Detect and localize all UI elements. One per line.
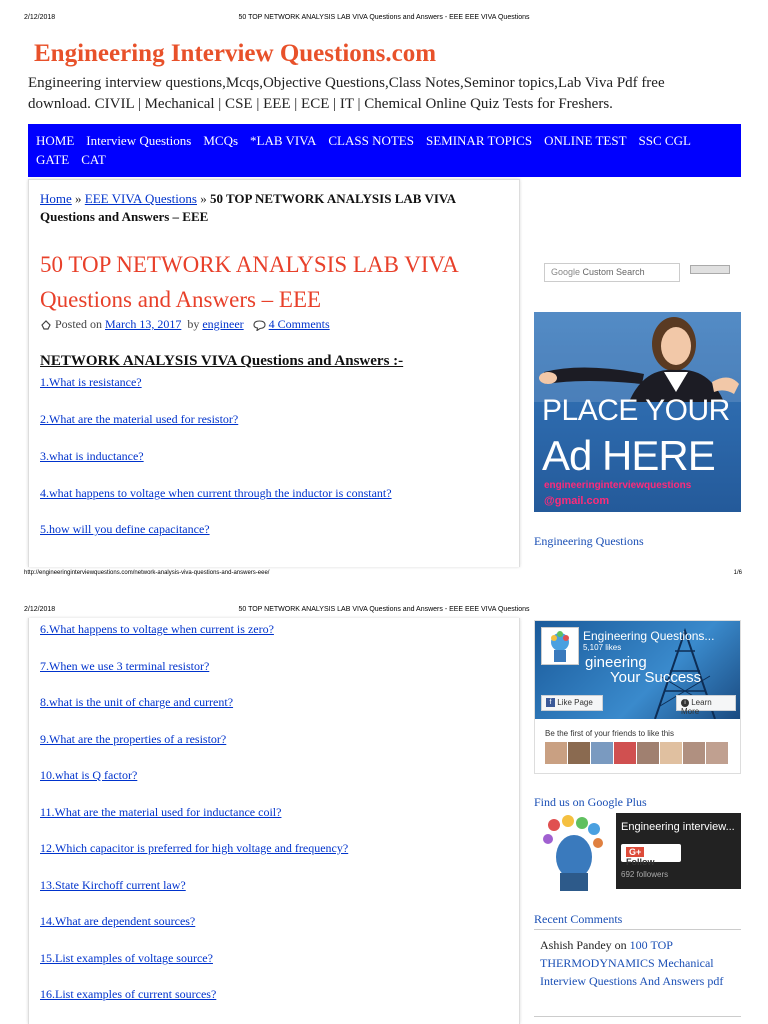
facebook-friend-avatars xyxy=(545,742,729,769)
nav-item-interview-questions[interactable]: Interview Questions xyxy=(86,133,192,148)
facebook-friends-text: Be the first of your friends to like this xyxy=(545,729,674,738)
facebook-like-button[interactable] xyxy=(541,695,603,711)
breadcrumb-separator: » xyxy=(196,191,210,206)
section-heading: NETWORK ANALYSIS VIVA Questions and Answers :- xyxy=(40,353,404,369)
avatar[interactable] xyxy=(660,742,682,764)
breadcrumb-separator: » xyxy=(71,191,85,206)
print-page-number: 1/6 xyxy=(733,570,742,576)
post-meta xyxy=(40,317,330,332)
question-link[interactable]: 13.State Kirchoff current law? xyxy=(40,878,186,892)
google-plus-heading: Find us on Google Plus xyxy=(534,795,647,809)
print-date: 2/12/2018 xyxy=(24,14,56,21)
facebook-cover xyxy=(535,621,740,719)
google-plus-icon: G+ xyxy=(626,847,644,857)
avatar[interactable] xyxy=(614,742,636,764)
comment-author: Ashish Pandey xyxy=(540,938,612,952)
search-button[interactable] xyxy=(690,265,730,274)
search-placeholder: Custom Search xyxy=(582,267,645,277)
facebook-page-logo[interactable] xyxy=(541,627,579,665)
question-link[interactable]: 9.What are the properties of a resistor? xyxy=(40,732,227,746)
nav-item-cat[interactable]: CAT xyxy=(81,152,106,167)
avatar[interactable] xyxy=(545,742,567,764)
avatar[interactable] xyxy=(591,742,613,764)
question-link[interactable]: 12.Which capacitor is preferred for high voltage and frequency? xyxy=(40,841,349,855)
question-link[interactable]: 8.what is the unit of charge and current? xyxy=(40,695,234,709)
print-page-title: 50 TOP NETWORK ANALYSIS LAB VIVA Questions and Answers - EEE EEE VIVA Questions xyxy=(238,14,530,21)
divider xyxy=(534,929,741,930)
nav-item-online-test[interactable]: ONLINE TEST xyxy=(544,133,627,148)
print-footer xyxy=(0,570,768,582)
facebook-likes-count: 5,107 likes xyxy=(583,643,622,652)
by-label: by xyxy=(187,317,200,331)
post-title: 50 TOP NETWORK ANALYSIS LAB VIVA Questions and Answers – EEE xyxy=(40,252,458,312)
facebook-page-widget xyxy=(534,620,741,774)
print-url: http://engineeringinterviewquestions.com/network-analysis-viva-questions-and-answers-eee/ xyxy=(24,570,270,576)
ad-email: engineeringinterviewquestions xyxy=(544,480,692,491)
google-plus-logo[interactable] xyxy=(534,813,612,891)
comment-post-link[interactable]: 100 TOP THERMODYNAMICS Mechanical Interview Questions And Answers pdf xyxy=(540,938,724,988)
print-date: 2/12/2018 xyxy=(24,606,56,613)
site-description: Engineering interview questions,Mcqs,Objective Questions,Class Notes,Seminor topics,Lab Viva Pdf free download. CIVIL | Mechanical | CSE | EEE | ECE | IT | Chemical Online Quiz Tests for Freshers. xyxy=(28,75,665,112)
facebook-cover-text: gineering xyxy=(585,654,647,671)
main-navigation xyxy=(28,124,741,177)
facebook-cover-tagline: Your Success xyxy=(610,669,702,686)
question-link[interactable]: 2.What are the material used for resistor? xyxy=(40,412,239,426)
question-link[interactable]: 1.What is resistance? xyxy=(40,375,142,389)
google-plus-follow-button[interactable] xyxy=(621,844,681,867)
breadcrumb-category[interactable]: EEE VIVA Questions xyxy=(84,191,197,206)
divider xyxy=(534,1016,741,1017)
search-input[interactable] xyxy=(544,263,680,282)
facebook-like-label: Like Page xyxy=(557,698,593,707)
nav-item-ssc-cgl[interactable]: SSC CGL xyxy=(638,133,691,148)
recent-comments-heading: Recent Comments xyxy=(534,912,623,926)
ad-subheadline: Ad HERE xyxy=(542,432,715,479)
nav-item-gate[interactable]: GATE xyxy=(36,152,70,167)
comment-on-label: on xyxy=(611,938,630,952)
question-link[interactable]: 6.What happens to voltage when current is zero? xyxy=(40,622,274,636)
clock-icon xyxy=(40,317,52,331)
question-link[interactable]: 14.What are dependent sources? xyxy=(40,914,196,928)
comment-icon xyxy=(253,317,266,331)
post-card xyxy=(28,179,520,567)
engineering-questions-link[interactable]: Engineering Questions xyxy=(534,534,644,548)
search-brand: Google xyxy=(551,267,581,277)
nav-item-lab-viva[interactable]: *LAB VIVA xyxy=(250,133,317,148)
avatar[interactable] xyxy=(706,742,728,764)
ad-email-domain: @gmail.com xyxy=(544,495,610,507)
woman-illustration xyxy=(534,312,741,402)
facebook-icon: f xyxy=(546,698,555,707)
question-link[interactable]: 5.how will you define capacitance? xyxy=(40,522,210,536)
nav-item-mcqs[interactable]: MCQs xyxy=(203,133,239,148)
breadcrumb xyxy=(40,190,510,226)
facebook-learn-label: Learn More xyxy=(681,698,712,716)
avatar[interactable] xyxy=(637,742,659,764)
question-link[interactable]: 10.what is Q factor? xyxy=(40,768,138,782)
ad-banner[interactable] xyxy=(534,312,741,512)
info-icon: i xyxy=(681,699,689,707)
nav-item-class-notes[interactable]: CLASS NOTES xyxy=(328,133,414,148)
nav-item-home[interactable]: HOME xyxy=(36,133,75,148)
nav-item-seminar-topics[interactable]: SEMINAR TOPICS xyxy=(425,133,533,148)
google-plus-card xyxy=(616,813,741,889)
site-title[interactable]: Engineering Interview Questions.com xyxy=(34,40,437,67)
recent-comment xyxy=(540,936,740,990)
print-header xyxy=(0,14,768,28)
print-page-title: 50 TOP NETWORK ANALYSIS LAB VIVA Questions and Answers - EEE EEE VIVA Questions xyxy=(238,606,530,613)
question-link[interactable]: 16.List examples of current sources? xyxy=(40,987,217,1001)
google-plus-followers: 692 followers xyxy=(621,870,669,879)
facebook-learn-more-button[interactable] xyxy=(676,695,736,716)
question-link[interactable]: 15.List examples of voltage source? xyxy=(40,951,213,965)
question-link[interactable]: 11.What are the material used for inductance coil? xyxy=(40,805,282,819)
question-link[interactable]: 3.what is inductance? xyxy=(40,449,144,463)
post-comments-link[interactable]: 4 Comments xyxy=(268,317,330,331)
follow-label: Follow xyxy=(626,857,655,867)
breadcrumb-current: 50 TOP NETWORK ANALYSIS LAB VIVA Questions and Answers – EEE xyxy=(40,191,456,224)
avatar[interactable] xyxy=(683,742,705,764)
avatar[interactable] xyxy=(568,742,590,764)
question-link[interactable]: 7.When we use 3 terminal resistor? xyxy=(40,659,210,673)
google-plus-name[interactable]: Engineering interview... xyxy=(621,821,735,833)
question-link[interactable]: 4.what happens to voltage when current through the inductor is constant? xyxy=(40,486,392,500)
breadcrumb-home[interactable]: Home xyxy=(40,191,72,206)
facebook-page-name[interactable]: Engineering Questions... xyxy=(583,629,715,643)
post-date[interactable]: March 13, 2017 xyxy=(105,317,182,331)
ad-headline: PLACE YOUR xyxy=(542,394,730,427)
post-author[interactable]: engineer xyxy=(202,317,244,331)
posted-on-label: Posted on xyxy=(55,317,103,331)
